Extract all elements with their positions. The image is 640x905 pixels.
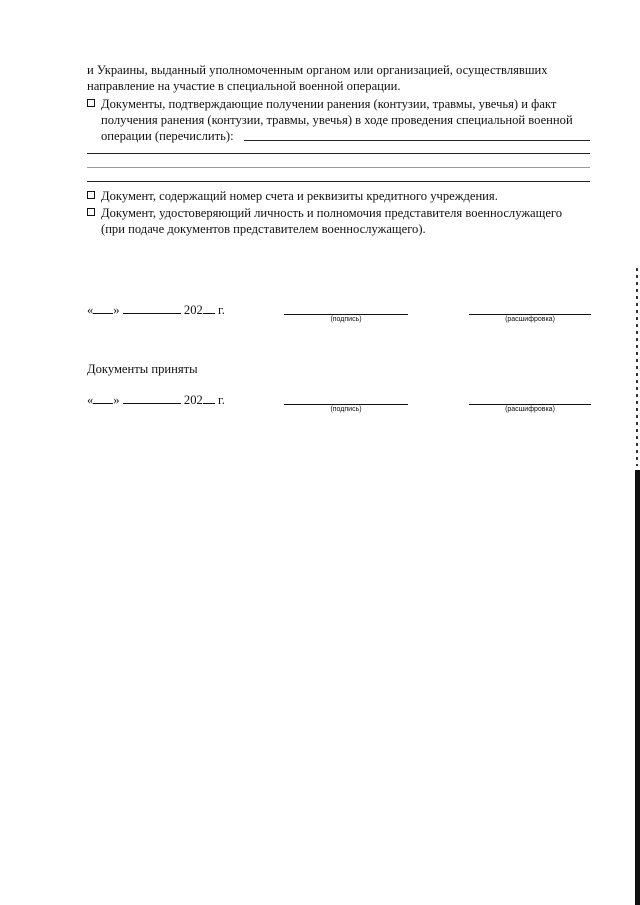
item-line-3: операции (перечислить):: [101, 129, 234, 143]
intro-line-1: и Украины, выданный уполномоченным органом или организацией, осуществлявших: [87, 63, 548, 77]
documents-accepted-title: Документы приняты: [87, 362, 198, 376]
item-line-1: Документ, содержащий номер счета и реквизиты кредитного учреждения.: [101, 189, 498, 203]
fill-in-line[interactable]: [244, 140, 590, 141]
close-quote: »: [113, 303, 120, 317]
signature-caption: (подпись): [330, 406, 362, 413]
item-line-2: получения ранения (контузии, травмы, увечья) в ходе проведения специальной военной: [101, 113, 573, 127]
day-blank[interactable]: [93, 392, 113, 404]
year-prefix: 202: [183, 393, 203, 407]
day-blank[interactable]: [93, 302, 113, 314]
signature-line[interactable]: [284, 404, 408, 405]
checkbox[interactable]: [87, 208, 95, 216]
item-line-2: (при подаче документов представителем военнослужащего).: [101, 222, 426, 236]
item-line-1: Документ, удостоверяющий личность и полномочия представителя военнослужащего: [101, 206, 563, 220]
month-blank[interactable]: [123, 392, 181, 404]
open-quote: «: [87, 393, 94, 407]
checklist-item-text: [101, 205, 591, 237]
signature-caption: (подпись): [330, 316, 362, 323]
year-blank[interactable]: [203, 392, 215, 404]
applicant-date-line: [87, 302, 225, 318]
receiver-transcript-field[interactable]: [469, 404, 591, 413]
checklist-item-text: [101, 96, 591, 144]
fill-in-line[interactable]: [87, 153, 590, 154]
intro-paragraph: [87, 62, 591, 94]
checkbox[interactable]: [87, 191, 95, 199]
signature-line[interactable]: [284, 314, 408, 315]
receiver-date-line: [87, 392, 225, 408]
year-suffix: г.: [217, 303, 225, 317]
receiver-signature-field[interactable]: [284, 404, 408, 413]
year-suffix: г.: [217, 393, 225, 407]
close-quote: »: [113, 393, 120, 407]
transcript-caption: (расшифровка): [505, 316, 555, 323]
transcript-caption: (расшифровка): [505, 406, 555, 413]
open-quote: «: [87, 303, 94, 317]
intro-line-2: направление на участие в специальной военной операции.: [87, 79, 401, 93]
item-line-1: Документы, подтверждающие получении ранения (контузии, травмы, увечья) и факт: [101, 97, 557, 111]
checklist-item-text: [101, 188, 591, 204]
transcript-line[interactable]: [469, 314, 591, 315]
fill-in-line[interactable]: [87, 167, 590, 168]
year-prefix: 202: [183, 303, 203, 317]
scan-edge-shadow: [635, 470, 640, 905]
fill-in-line[interactable]: [87, 181, 590, 182]
year-blank[interactable]: [203, 302, 215, 314]
checkbox[interactable]: [87, 99, 95, 107]
transcript-line[interactable]: [469, 404, 591, 405]
scan-edge-artifact: [636, 268, 638, 466]
month-blank[interactable]: [123, 302, 181, 314]
applicant-transcript-field[interactable]: [469, 314, 591, 323]
applicant-signature-field[interactable]: [284, 314, 408, 323]
